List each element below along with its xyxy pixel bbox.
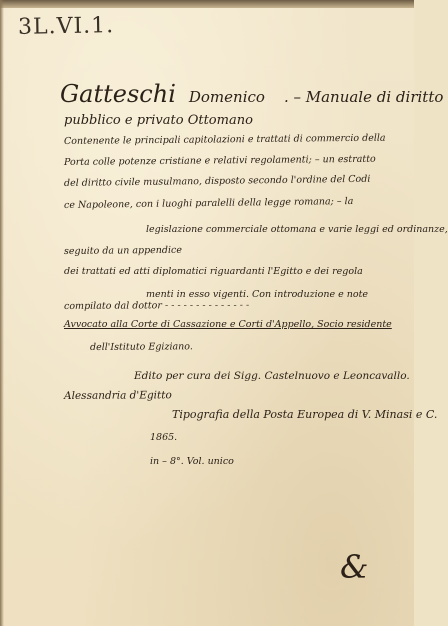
text-line-7: seguito da un appendice: [63, 244, 183, 257]
editors-line: Edito per cura dei Sigg. Castelnuovo e Leoncavallo.: [134, 370, 410, 382]
title-start: . – Manuale di diritto: [283, 88, 444, 106]
text-line-11: [64, 319, 392, 330]
text-line-10: [64, 300, 249, 312]
printer-line: Tipografia della Posta Europea di V. Minasi e C.: [172, 408, 438, 421]
page-top-edge: [0, 0, 414, 8]
text-line-2: Contenente le principali capitolazioni e trattati di commercio della: [63, 132, 386, 147]
format-line: in – 8°. Vol. unico: [150, 456, 234, 467]
compiled-by: compilato dal dottor: [63, 300, 162, 312]
text-line-5: ce Napoleone, con i luoghi paralelli della legge romana; – la: [63, 195, 354, 211]
text-line-4: del diritto civile musulmano, disposto secondo l'ordine del Codi: [63, 173, 371, 189]
text-line-1: pubblico e privato Ottomano: [64, 113, 253, 128]
place-line: Alessandria d'Egitto: [63, 389, 172, 402]
compiled-by-line: [146, 289, 368, 300]
year-line: 1865.: [150, 432, 178, 443]
corner-mark: &: [340, 548, 369, 586]
shelfmark: 3L.VI.1.: [17, 13, 115, 40]
text-line-9: menti in esso vigenti. Con introduzione e note: [146, 289, 369, 300]
text-line-12: [90, 341, 193, 353]
page-left-edge: [0, 0, 4, 626]
author-given-name: Domenico: [188, 88, 265, 106]
institute-name: dell'Istituto Egiziano.: [89, 341, 193, 353]
blank-dashes: - - - - - - - - - - - - - -: [164, 299, 250, 312]
author-surname: Gatteschi: [60, 80, 176, 108]
text-line-6: legislazione commerciale ottomana e varie leggi ed ordinanze,: [146, 224, 448, 235]
text-line-8: dei trattati ed atti diplomatici riguardanti l'Egitto e dei regola: [64, 266, 363, 277]
text-line-3: Porta colle potenze cristiane e relativi regolamenti; – un estratto: [63, 153, 376, 168]
title-line: [60, 80, 443, 108]
author-credentials: Avvocato alla Corte di Cassazione e Corti d'Appello, Socio residente: [64, 319, 392, 330]
